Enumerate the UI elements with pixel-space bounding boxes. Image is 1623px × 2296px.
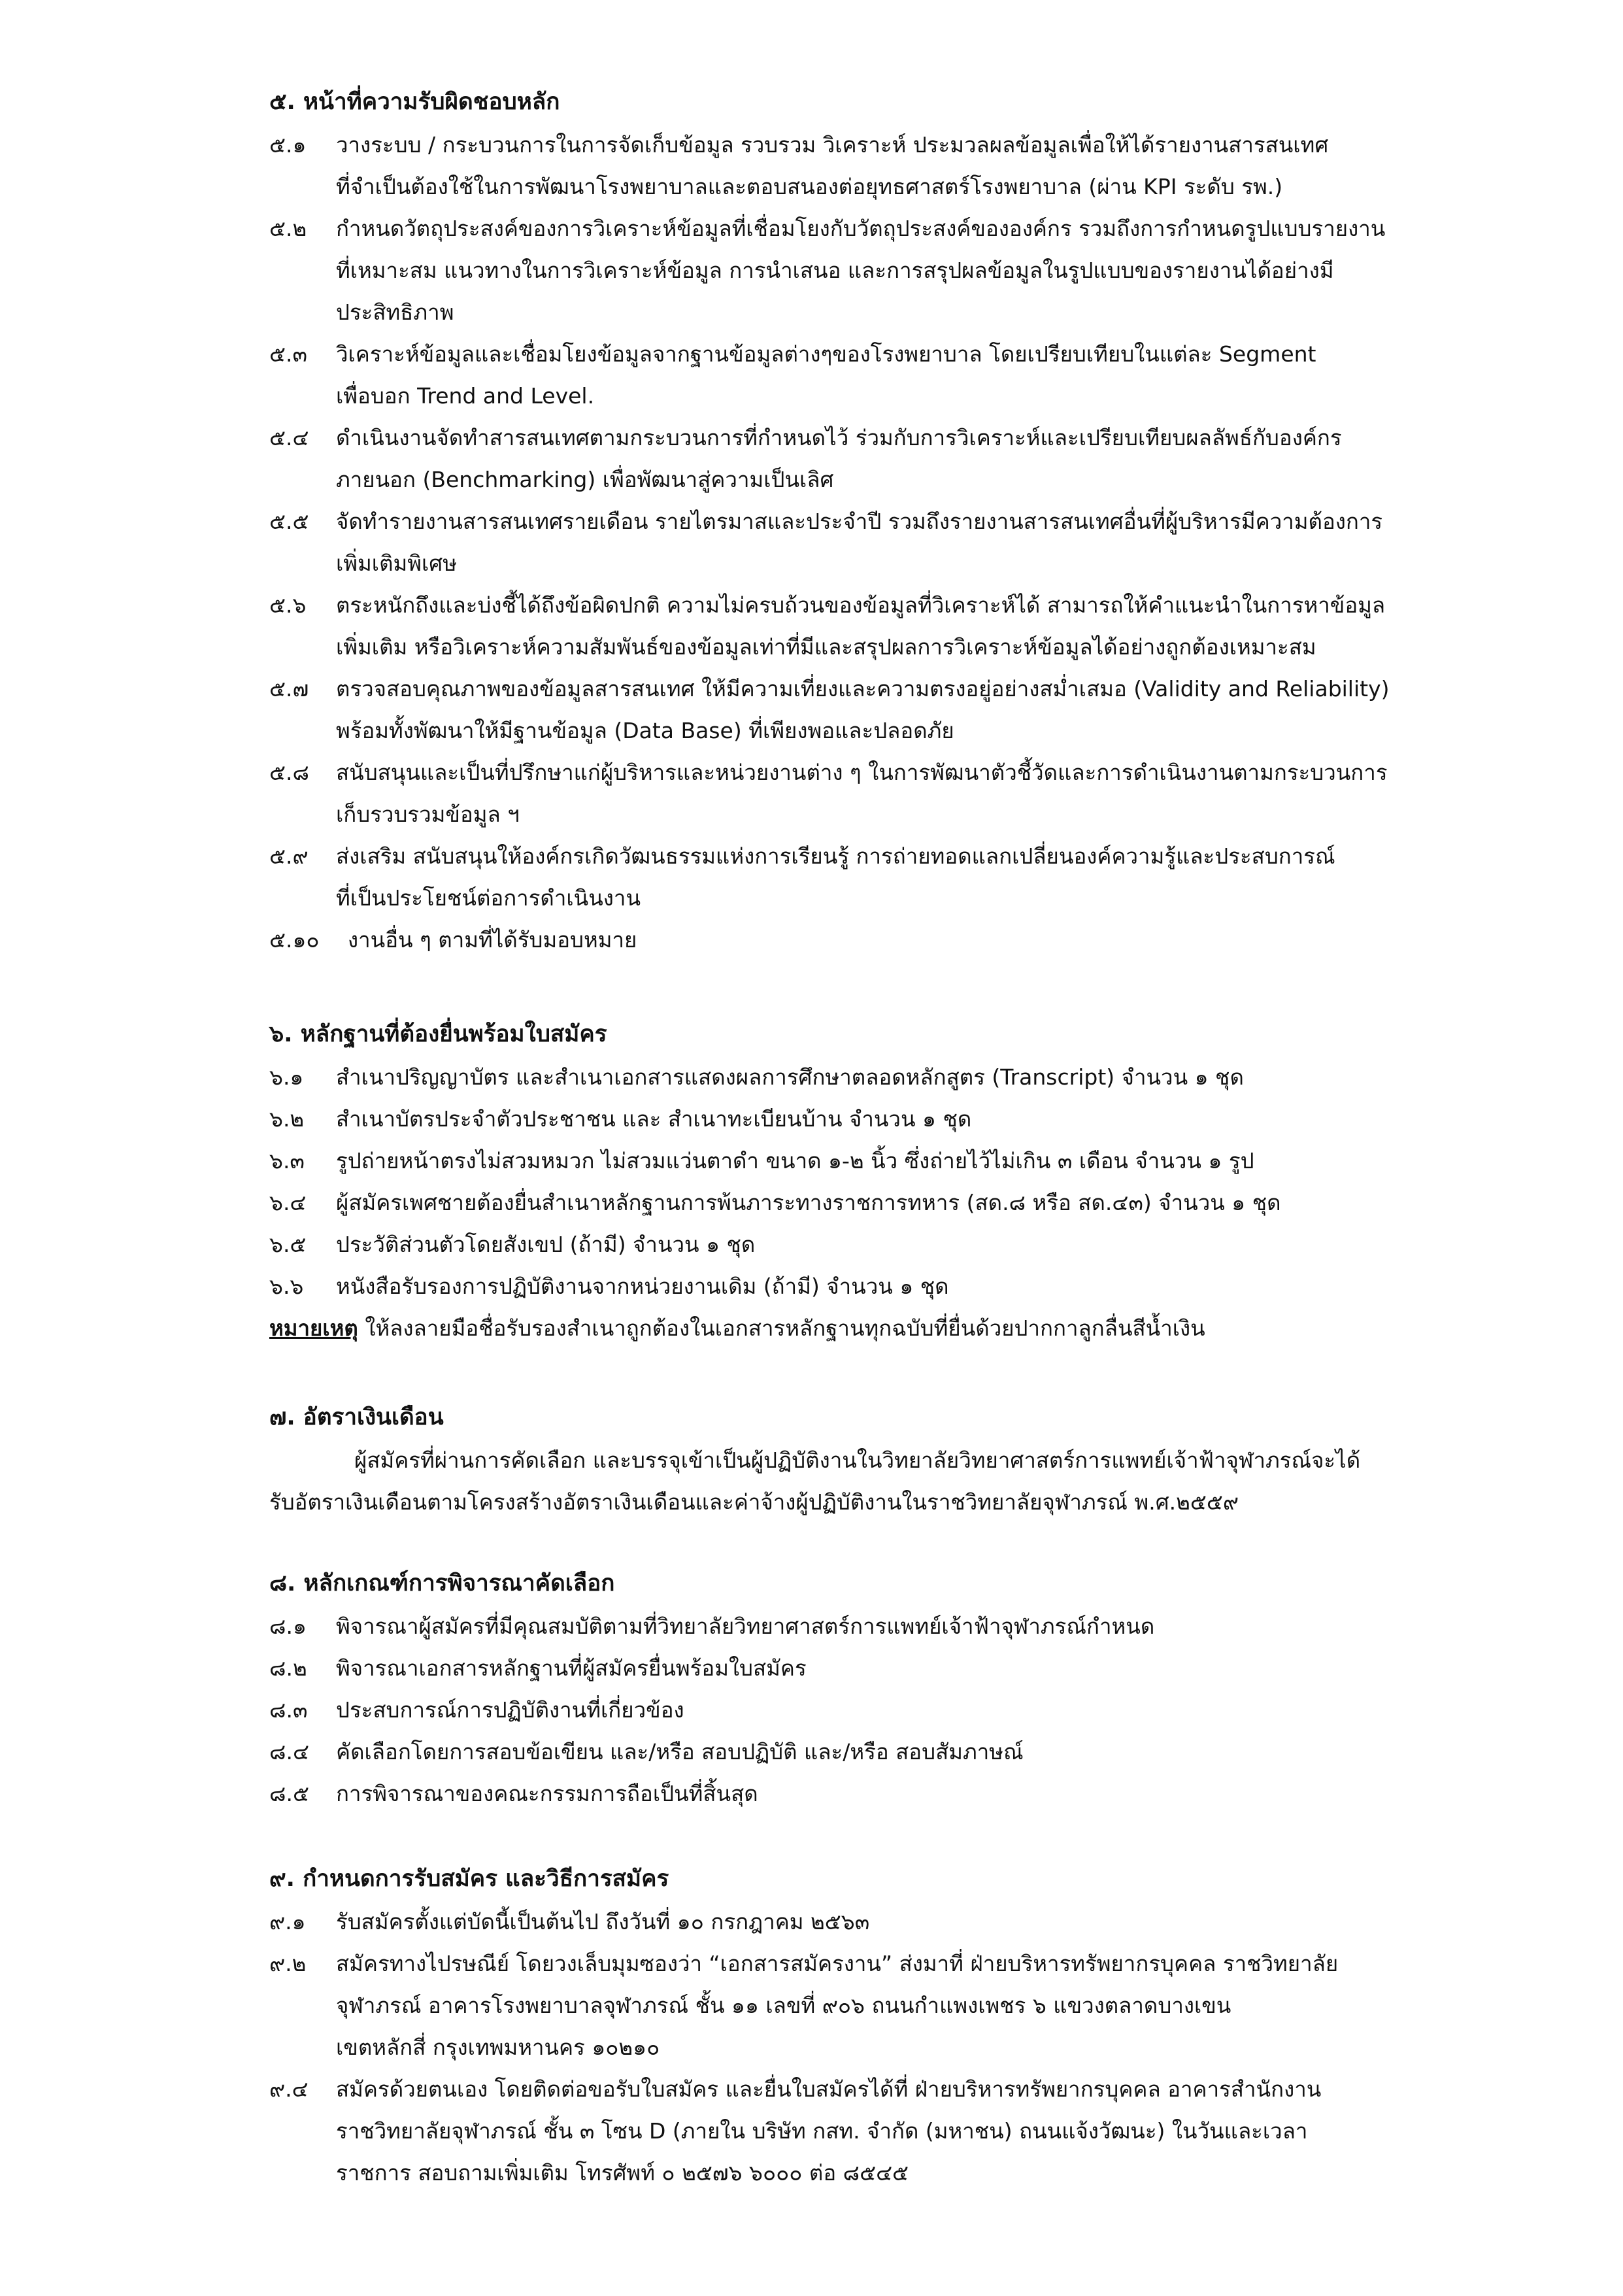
section-heading: ๘. หลักเกณฑ์การพิจารณาคัดเลือก xyxy=(269,1570,615,1596)
item-line: งานอื่น ๆ ตามที่ได้รับมอบหมาย xyxy=(348,927,637,953)
list-item xyxy=(269,417,1511,501)
item-line: รับสมัครตั้งแต่บัดนี้เป็นต้นไป ถึงวันที่ ๑๐ กรกฎาคม ๒๕๖๓ xyxy=(336,1909,870,1934)
item-line: ส่งเสริม สนับสนุนให้องค์กรเกิดวัฒนธรรมแห่งการเรียนรู้ การถ่ายทอดแลกเปลี่ยนองค์ความรู้และประสบการณ์ xyxy=(336,843,1335,869)
item-line: ประวัติส่วนตัวโดยสังเขป (ถ้ามี) จำนวน ๑ ชุด xyxy=(336,1232,756,1257)
list-item xyxy=(269,1266,1511,1308)
item-line: สมัครด้วยตนเอง โดยติดต่อขอรับใบสมัคร และยื่นใบสมัครได้ที่ ฝ่ายบริหารทรัพยากรบุคคล อาคารสำนักงาน xyxy=(336,2076,1322,2102)
list-item xyxy=(269,1773,1511,1815)
note xyxy=(269,1308,1511,1349)
item-line: เก็บรวบรวมข้อมูล ฯ xyxy=(336,802,520,827)
item-number: ๘.๑ xyxy=(269,1613,307,1639)
item-number: ๖.๔ xyxy=(269,1190,307,1215)
note-label: หมายเหตุ xyxy=(269,1315,358,1341)
item-number: ๖.๓ xyxy=(269,1148,305,1173)
item-line: พิจารณาเอกสารหลักฐานที่ผู้สมัครยื่นพร้อมใบสมัคร xyxy=(336,1655,807,1681)
item-line: คัดเลือกโดยการสอบข้อเขียน และ/หรือ สอบปฏิบัติ และ/หรือ สอบสัมภาษณ์ xyxy=(336,1739,1024,1764)
section-selection-criteria xyxy=(269,1562,1511,1815)
item-number: ๖.๕ xyxy=(269,1232,307,1257)
list-item xyxy=(269,1182,1511,1224)
item-number: ๕.๔ xyxy=(269,425,309,450)
item-line: เพื่อบอก Trend and Level. xyxy=(336,383,595,409)
list-item xyxy=(269,124,1511,208)
list-item xyxy=(269,836,1511,919)
item-line: สมัครทางไปรษณีย์ โดยวงเล็บมุมซองว่า “เอกสารสมัครงาน” ส่งมาที่ ฝ่ายบริหารทรัพยากรบุคคล ราชวิทยาลัย xyxy=(336,1951,1339,1976)
item-number: ๕.๒ xyxy=(269,216,307,241)
item-line: ตรวจสอบคุณภาพของข้อมูลสารสนเทศ ให้มีความเที่ยงและความตรงอยู่อย่างสม่ำเสมอ (Validity and Reliability) xyxy=(336,676,1390,701)
item-number: ๙.๔ xyxy=(269,2076,309,2102)
section-heading: ๙. กำหนดการรับสมัคร และวิธีการสมัคร xyxy=(269,1866,669,1892)
paragraph-line: ผู้สมัครที่ผ่านการคัดเลือก และบรรจุเข้าเป็นผู้ปฏิบัติงานในวิทยาลัยวิทยาศาสตร์การแพทย์เจ้าฟ้าจุฬาภรณ์จะได้ xyxy=(354,1447,1361,1473)
item-number: ๘.๔ xyxy=(269,1739,309,1764)
item-line: รูปถ่ายหน้าตรงไม่สวมหมวก ไม่สวมแว่นตาดำ ขนาด ๑-๒ นิ้ว ซึ่งถ่ายไว้ไม่เกิน ๓ เดือน จำนวน ๑ รูป xyxy=(336,1148,1254,1173)
item-line: การพิจารณาของคณะกรรมการถือเป็นที่สิ้นสุด xyxy=(336,1781,758,1806)
section-salary xyxy=(269,1396,1511,1523)
item-line: ประสบการณ์การปฏิบัติงานที่เกี่ยวข้อง xyxy=(336,1697,684,1723)
item-line: จัดทำรายงานสารสนเทศรายเดือน รายไตรมาสและประจำปี รวมถึงรายงานสารสนเทศอื่นที่ผู้บริหารมีความต้องการ xyxy=(336,509,1383,534)
item-line: กำหนดวัตถุประสงค์ของการวิเคราะห์ข้อมูลที่เชื่อมโยงกับวัตถุประสงค์ขององค์กร รวมถึงการกำหนดรูปแบบรายงาน xyxy=(336,216,1386,241)
item-line: ราชการ สอบถามเพิ่มเติม โทรศัพท์ ๐ ๒๕๗๖ ๖๐๐๐ ต่อ ๘๕๔๕ xyxy=(336,2160,909,2186)
list-item xyxy=(269,1647,1511,1689)
item-number: ๖.๖ xyxy=(269,1274,304,1299)
paragraph-line: รับอัตราเงินเดือนตามโครงสร้างอัตราเงินเดือนและค่าจ้างผู้ปฏิบัติงานในราชวิทยาลัยจุฬาภรณ์ พ.ศ.๒๕๕๙ xyxy=(269,1489,1239,1515)
item-line: ดำเนินงานจัดทำสารสนเทศตามกระบวนการที่กำหนดไว้ ร่วมกับการวิเคราะห์และเปรียบเทียบผลลัพธ์กับองค์กร xyxy=(336,425,1342,450)
list-item xyxy=(269,1901,1511,1943)
list-item xyxy=(269,1056,1511,1098)
item-number: ๘.๕ xyxy=(269,1781,309,1806)
item-number: ๕.๑๐ xyxy=(269,927,320,953)
item-number: ๘.๓ xyxy=(269,1697,308,1723)
item-line: พิจารณาผู้สมัครที่มีคุณสมบัติตามที่วิทยาลัยวิทยาศาสตร์การแพทย์เจ้าฟ้าจุฬาภรณ์กำหนด xyxy=(336,1613,1155,1639)
item-line: หนังสือรับรองการปฏิบัติงานจากหน่วยงานเดิม (ถ้ามี) จำนวน ๑ ชุด xyxy=(336,1274,949,1299)
item-line: ที่เป็นประโยชน์ต่อการดำเนินงาน xyxy=(336,885,641,911)
section-heading: ๕. หน้าที่ความรับผิดชอบหลัก xyxy=(269,89,560,115)
list-item xyxy=(269,1224,1511,1266)
list-item xyxy=(269,1140,1511,1182)
item-line: สำเนาปริญญาบัตร และสำเนาเอกสารแสดงผลการศึกษาตลอดหลักสูตร (Transcript) จำนวน ๑ ชุด xyxy=(336,1064,1244,1090)
list-item xyxy=(269,333,1511,417)
list-item xyxy=(269,919,1511,961)
item-line: พร้อมทั้งพัฒนาให้มีฐานข้อมูล (Data Base) ที่เพียงพอและปลอดภัย xyxy=(336,718,954,743)
list-item xyxy=(269,1689,1511,1731)
item-line: ราชวิทยาลัยจุฬาภรณ์ ชั้น ๓ โซน D (ภายใน บริษัท กสท. จำกัด (มหาชน) ถนนแจ้งวัฒนะ) ในวันและเวลา xyxy=(336,2118,1308,2144)
section-required-documents xyxy=(269,1013,1511,1349)
section-application-schedule xyxy=(269,1858,1511,2194)
list-item xyxy=(269,1098,1511,1140)
item-number: ๕.๕ xyxy=(269,509,309,534)
item-line: ผู้สมัครเพศชายต้องยื่นสำเนาหลักฐานการพ้นภาระทางราชการทหาร (สด.๘ หรือ สด.๔๓) จำนวน ๑ ชุด xyxy=(336,1190,1281,1215)
item-number: ๕.๗ xyxy=(269,676,309,701)
item-number: ๖.๒ xyxy=(269,1106,305,1132)
list-item xyxy=(269,2068,1511,2194)
list-item xyxy=(269,668,1511,752)
item-number: ๕.๖ xyxy=(269,592,307,618)
item-line: วิเคราะห์ข้อมูลและเชื่อมโยงข้อมูลจากฐานข้อมูลต่างๆของโรงพยาบาล โดยเปรียบเทียบในแต่ละ Segment xyxy=(336,341,1316,367)
item-line: จุฬาภรณ์ อาคารโรงพยาบาลจุฬาภรณ์ ชั้น ๑๑ เลขที่ ๙๐๖ ถนนกำแพงเพชร ๖ แขวงตลาดบางเขน xyxy=(336,1993,1231,2018)
section-responsibilities xyxy=(269,81,1511,961)
item-line: ประสิทธิภาพ xyxy=(336,299,454,325)
item-line: เพิ่มเติมพิเศษ xyxy=(336,550,457,576)
item-number: ๕.๘ xyxy=(269,760,309,785)
list-item xyxy=(269,208,1511,333)
item-line: วางระบบ / กระบวนการในการจัดเก็บข้อมูล รวบรวม วิเคราะห์ ประมวลผลข้อมูลเพื่อให้ได้รายงานสารสนเทศ xyxy=(336,132,1329,158)
item-line: สำเนาบัตรประจำตัวประชาชน และ สำเนาทะเบียนบ้าน จำนวน ๑ ชุด xyxy=(336,1106,972,1132)
list-item xyxy=(269,752,1511,836)
item-number: ๙.๑ xyxy=(269,1909,306,1934)
note-text: ให้ลงลายมือชื่อรับรองสำเนาถูกต้องในเอกสารหลักฐานทุกฉบับที่ยื่นด้วยปากกาลูกลื่นสีน้ำเงิน xyxy=(358,1315,1205,1341)
item-number: ๕.๙ xyxy=(269,843,309,869)
list-item xyxy=(269,1731,1511,1773)
item-line: ภายนอก (Benchmarking) เพื่อพัฒนาสู่ความเป็นเลิศ xyxy=(336,467,834,492)
list-item xyxy=(269,584,1511,668)
section-heading: ๗. อัตราเงินเดือน xyxy=(269,1404,444,1430)
item-line: เขตหลักสี่ กรุงเทพมหานคร ๑๐๒๑๐ xyxy=(336,2034,660,2060)
section-heading: ๖. หลักฐานที่ต้องยื่นพร้อมใบสมัคร xyxy=(269,1021,607,1047)
item-number: ๕.๓ xyxy=(269,341,308,367)
item-number: ๘.๒ xyxy=(269,1655,307,1681)
item-line: ที่เหมาะสม แนวทางในการวิเคราะห์ข้อมูล การนำเสนอ และการสรุปผลข้อมูลในรูปแบบของรายงานได้อย่างมี xyxy=(336,258,1334,283)
item-line: ที่จำเป็นต้องใช้ในการพัฒนาโรงพยาบาลและตอบสนองต่อยุทธศาสตร์โรงพยาบาล (ผ่าน KPI ระดับ รพ.) xyxy=(336,174,1283,199)
item-number: ๙.๒ xyxy=(269,1951,307,1976)
item-line: เพิ่มเติม หรือวิเคราะห์ความสัมพันธ์ของข้อมูลเท่าที่มีและสรุปผลการวิเคราะห์ข้อมูลได้อย่างถูกต้องเหมาะสม xyxy=(336,634,1316,660)
item-line: ตระหนักถึงและบ่งชี้ได้ถึงข้อผิดปกติ ความไม่ครบถ้วนของข้อมูลที่วิเคราะห์ได้ สามารถให้คำแนะนำในการหาข้อมูล xyxy=(336,592,1386,618)
list-item xyxy=(269,501,1511,584)
list-item xyxy=(269,1606,1511,1647)
list-item xyxy=(269,1943,1511,2068)
item-number: ๕.๑ xyxy=(269,132,307,158)
item-line: สนับสนุนและเป็นที่ปรึกษาแก่ผู้บริหารและหน่วยงานต่าง ๆ ในการพัฒนาตัวชี้วัดและการดำเนินงานตามกระบวนการ xyxy=(336,760,1388,785)
item-number: ๖.๑ xyxy=(269,1064,304,1090)
